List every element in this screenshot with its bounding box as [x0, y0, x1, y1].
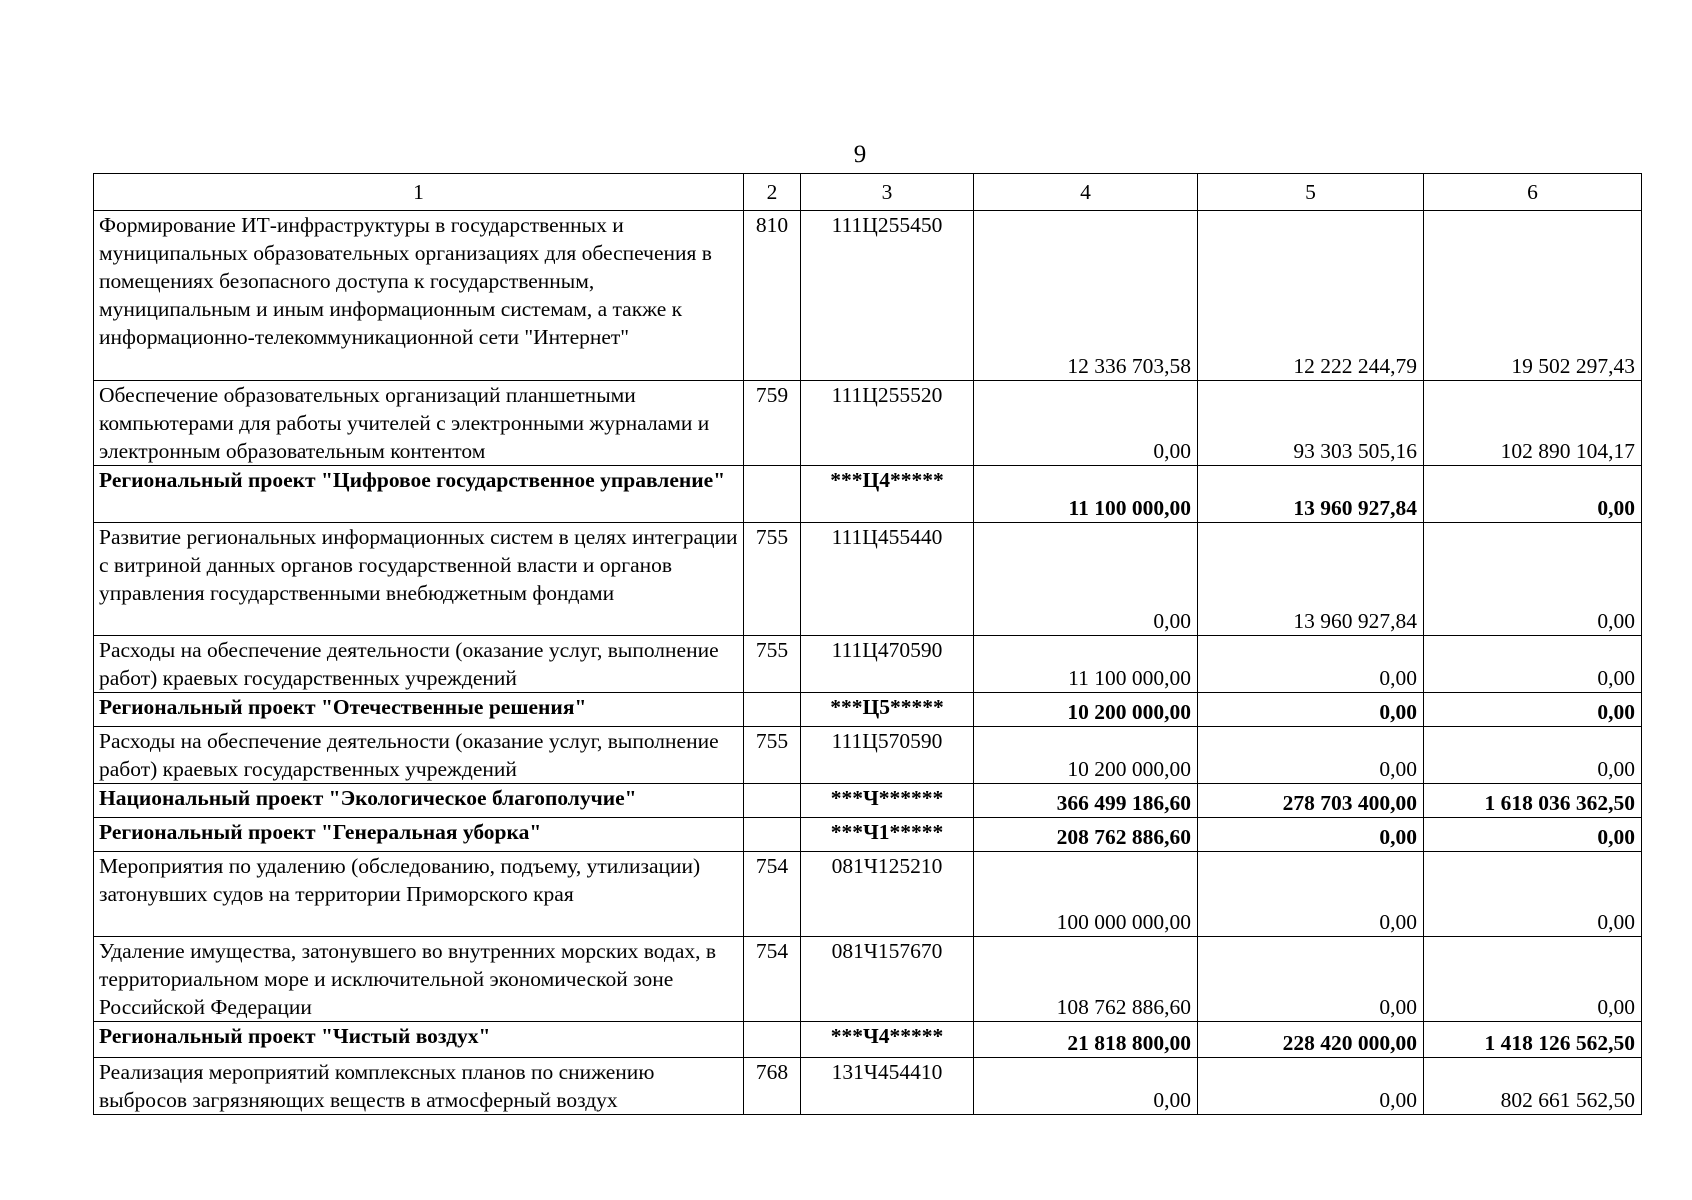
column-header: 1 — [94, 174, 744, 211]
budget-table-body — [94, 174, 1642, 1115]
amount-col4-cell: 10 200 000,00 — [974, 693, 1198, 727]
target-article-code-cell: 111Ц470590 — [801, 636, 974, 693]
row-name-cell: Региональный проект "Чистый воздух" — [94, 1022, 744, 1058]
column-header: 5 — [1198, 174, 1424, 211]
target-article-code-cell: 111Ц455440 — [801, 523, 974, 636]
column-header: 6 — [1424, 174, 1642, 211]
amount-col5-cell: 13 960 927,84 — [1198, 466, 1424, 523]
row-name-cell: Региональный проект "Цифровое государственное управление" — [94, 466, 744, 523]
target-article-code-cell: ***Ц5***** — [801, 693, 974, 727]
table-row — [94, 937, 1642, 1022]
target-article-code-cell: 111Ц255520 — [801, 381, 974, 466]
row-name-cell: Обеспечение образовательных организаций планшетными компьютерами для работы учителей с электронными журналами и электронным образовательным контентом — [94, 381, 744, 466]
department-code-cell: 754 — [744, 852, 801, 937]
table-row — [94, 693, 1642, 727]
department-code-cell: 755 — [744, 727, 801, 784]
row-name-cell: Региональный проект "Отечественные решения" — [94, 693, 744, 727]
row-name-cell: Развитие региональных информационных систем в целях интеграции с витриной данных органов государственной власти и органов управления государственными внебюджетным фондами — [94, 523, 744, 636]
target-article-code-cell: 081Ч157670 — [801, 937, 974, 1022]
table-row — [94, 852, 1642, 937]
amount-col4-cell: 366 499 186,60 — [974, 784, 1198, 818]
row-name-cell: Мероприятия по удалению (обследованию, подъему, утилизации) затонувших судов на территории Приморского края — [94, 852, 744, 937]
row-name-cell: Удаление имущества, затонувшего во внутренних морских водах, в территориальном море и исключительной экономической зоне Российской Федерации — [94, 937, 744, 1022]
page-number: 9 — [853, 141, 867, 168]
table-row — [94, 211, 1642, 381]
amount-col5-cell: 0,00 — [1198, 636, 1424, 693]
amount-col4-cell: 11 100 000,00 — [974, 636, 1198, 693]
row-name-cell: Национальный проект "Экологическое благополучие" — [94, 784, 744, 818]
amount-col4-cell: 21 818 800,00 — [974, 1022, 1198, 1058]
target-article-code-cell: 081Ч125210 — [801, 852, 974, 937]
amount-col5-cell: 0,00 — [1198, 818, 1424, 852]
department-code-cell: 755 — [744, 523, 801, 636]
amount-col6-cell: 0,00 — [1424, 636, 1642, 693]
column-header: 3 — [801, 174, 974, 211]
table-row — [94, 1058, 1642, 1115]
amount-col6-cell: 0,00 — [1424, 818, 1642, 852]
target-article-code-cell: ***Ч4***** — [801, 1022, 974, 1058]
amount-col5-cell: 13 960 927,84 — [1198, 523, 1424, 636]
amount-col6-cell: 0,00 — [1424, 852, 1642, 937]
amount-col5-cell: 0,00 — [1198, 852, 1424, 937]
table-row — [94, 466, 1642, 523]
department-code-cell: 768 — [744, 1058, 801, 1115]
row-name-cell: Формирование ИТ-инфраструктуры в государственных и муниципальных образовательных организациях для обеспечения в помещениях безопасного доступа к государственным, муниципальным и иным информационным системам, а также к информационно-телекоммуникационной сети "Интернет" — [94, 211, 744, 381]
amount-col6-cell: 0,00 — [1424, 937, 1642, 1022]
department-code-cell — [744, 818, 801, 852]
table-row — [94, 381, 1642, 466]
department-code-cell: 754 — [744, 937, 801, 1022]
target-article-code-cell: 111Ц570590 — [801, 727, 974, 784]
amount-col5-cell: 278 703 400,00 — [1198, 784, 1424, 818]
amount-col6-cell: 0,00 — [1424, 693, 1642, 727]
amount-col4-cell: 10 200 000,00 — [974, 727, 1198, 784]
amount-col6-cell: 0,00 — [1424, 523, 1642, 636]
department-code-cell: 759 — [744, 381, 801, 466]
department-code-cell — [744, 784, 801, 818]
amount-col5-cell: 93 303 505,16 — [1198, 381, 1424, 466]
amount-col4-cell: 100 000 000,00 — [974, 852, 1198, 937]
row-name-cell: Расходы на обеспечение деятельности (оказание услуг, выполнение работ) краевых государственных учреждений — [94, 727, 744, 784]
amount-col6-cell: 1 618 036 362,50 — [1424, 784, 1642, 818]
amount-col4-cell: 0,00 — [974, 1058, 1198, 1115]
amount-col5-cell: 0,00 — [1198, 1058, 1424, 1115]
amount-col6-cell: 19 502 297,43 — [1424, 211, 1642, 381]
column-number-header-row — [94, 174, 1642, 211]
department-code-cell: 810 — [744, 211, 801, 381]
target-article-code-cell: ***Ч1***** — [801, 818, 974, 852]
amount-col4-cell: 0,00 — [974, 523, 1198, 636]
column-header: 4 — [974, 174, 1198, 211]
amount-col5-cell: 0,00 — [1198, 693, 1424, 727]
table-row — [94, 784, 1642, 818]
table-row — [94, 1022, 1642, 1058]
table-row — [94, 523, 1642, 636]
column-header: 2 — [744, 174, 801, 211]
amount-col5-cell: 12 222 244,79 — [1198, 211, 1424, 381]
row-name-cell: Расходы на обеспечение деятельности (оказание услуг, выполнение работ) краевых государственных учреждений — [94, 636, 744, 693]
amount-col5-cell: 0,00 — [1198, 937, 1424, 1022]
amount-col6-cell: 102 890 104,17 — [1424, 381, 1642, 466]
target-article-code-cell: ***Ц4***** — [801, 466, 974, 523]
amount-col5-cell: 0,00 — [1198, 727, 1424, 784]
amount-col4-cell: 11 100 000,00 — [974, 466, 1198, 523]
amount-col4-cell: 208 762 886,60 — [974, 818, 1198, 852]
department-code-cell — [744, 466, 801, 523]
department-code-cell — [744, 1022, 801, 1058]
row-name-cell: Региональный проект "Генеральная уборка" — [94, 818, 744, 852]
amount-col4-cell: 108 762 886,60 — [974, 937, 1198, 1022]
row-name-cell: Реализация мероприятий комплексных планов по снижению выбросов загрязняющих веществ в атмосферный воздух — [94, 1058, 744, 1115]
amount-col4-cell: 0,00 — [974, 381, 1198, 466]
amount-col4-cell: 12 336 703,58 — [974, 211, 1198, 381]
table-row — [94, 818, 1642, 852]
target-article-code-cell: 131Ч454410 — [801, 1058, 974, 1115]
amount-col6-cell: 0,00 — [1424, 466, 1642, 523]
budget-table — [93, 173, 1642, 1115]
amount-col5-cell: 228 420 000,00 — [1198, 1022, 1424, 1058]
amount-col6-cell: 0,00 — [1424, 727, 1642, 784]
target-article-code-cell: 111Ц255450 — [801, 211, 974, 381]
amount-col6-cell: 1 418 126 562,50 — [1424, 1022, 1642, 1058]
amount-col6-cell: 802 661 562,50 — [1424, 1058, 1642, 1115]
department-code-cell — [744, 693, 801, 727]
table-row — [94, 636, 1642, 693]
table-row — [94, 727, 1642, 784]
target-article-code-cell: ***Ч****** — [801, 784, 974, 818]
department-code-cell: 755 — [744, 636, 801, 693]
